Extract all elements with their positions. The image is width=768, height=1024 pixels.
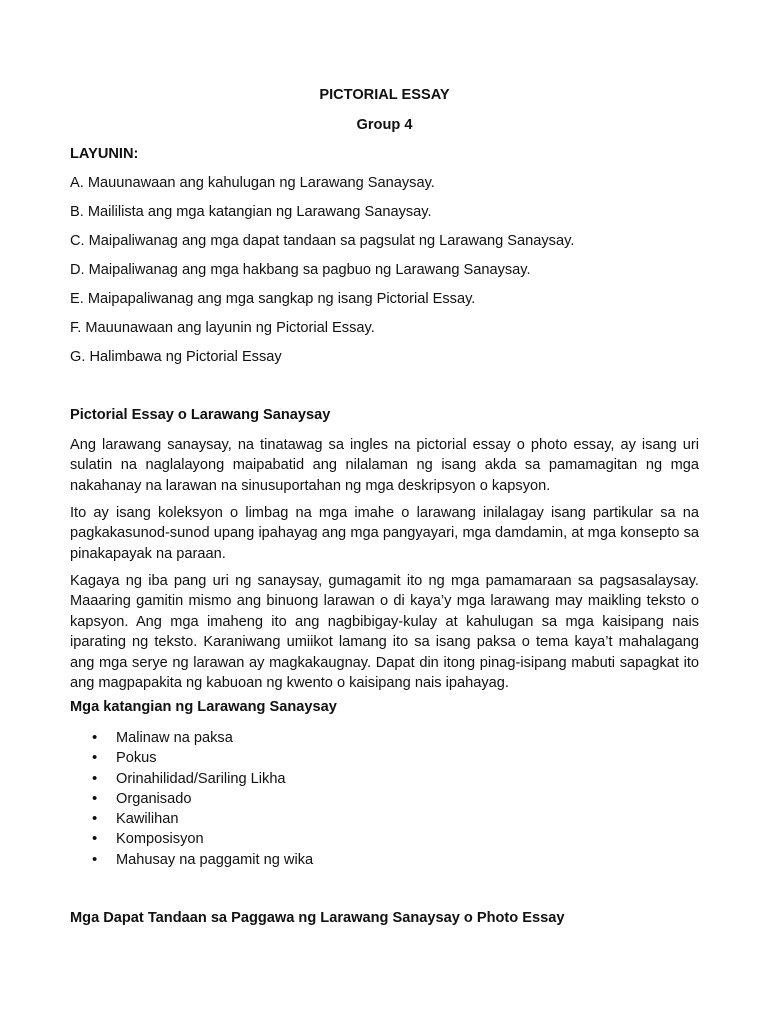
objective-item: B. Maililista ang mga katangian ng Larawang Sanaysay. [70, 204, 432, 220]
section-heading-photo-essay-tips: Mga Dapat Tandaan sa Paggawa ng Larawang Sanaysay o Photo Essay [70, 910, 565, 926]
objective-item: F. Mauunawaan ang layunin ng Pictorial Essay. [70, 320, 375, 336]
objectives-heading: LAYUNIN: [70, 146, 139, 162]
list-item: • Pokus [70, 749, 313, 769]
paragraph-collection: Ito ay isang koleksyon o limbag na mga imahe o larawang inilalagay isang partikular sa na pagkakasunod-sunod upang ipahayag ang mga pangyayari, mga damdamin, at mga konsepto sa pinakapayak na paraan. [70, 505, 699, 562]
list-item: • Kawilihan [70, 810, 313, 830]
objective-item: G. Halimbawa ng Pictorial Essay [70, 349, 282, 365]
characteristics-list [70, 729, 313, 871]
list-item: • Mahusay na paggamit ng wika [70, 851, 313, 871]
objective-item: E. Maipapaliwanag ang mga sangkap ng isang Pictorial Essay. [70, 291, 476, 307]
paragraph-narration: Kagaya ng iba pang uri ng sanaysay, gumagamit ito ng mga pamamaraan sa pagsasalaysay. Maaaring gamitin mismo ang binuong larawan o di kaya’y mga larawang may maikling teksto o kapsyon. Ang mga imaheng ito ang nagbibigay-kulay at kahulugan sa mga kaisipang nais iparating ng teksto. Karaniwang umiikot lamang ito sa isang paksa o tema kaya’t mahalagang ang mga serye ng larawan ay magkakaugnay. Dapat din itong pinag-isipang mabuti sapagkat ito ang magpapakita ng kabuoan ng kwento o kaisipang nais ipahayag. [70, 573, 699, 692]
list-item: • Organisado [70, 790, 313, 810]
group-label: Group 4 [356, 117, 413, 133]
section-heading-characteristics: Mga katangian ng Larawang Sanaysay [70, 699, 337, 715]
objective-item: A. Mauunawaan ang kahulugan ng Larawang Sanaysay. [70, 175, 435, 191]
objective-item: C. Maipaliwanag ang mga dapat tandaan sa pagsulat ng Larawang Sanaysay. [70, 233, 575, 249]
section-heading-pictorial-essay: Pictorial Essay o Larawang Sanaysay [70, 407, 331, 423]
document-title: PICTORIAL ESSAY [319, 87, 450, 103]
paragraph-definition: Ang larawang sanaysay, na tinatawag sa ingles na pictorial essay o photo essay, ay isang uri sulatin na naglalayong maipabatid ang nilalaman ng isang akda sa pamamagitan ng mga nakahanay na larawan na sinusuportahan ng mga deskripsyon o kapsyon. [70, 437, 699, 494]
list-item: • Malinaw na paksa [70, 729, 313, 749]
list-item: • Komposisyon [70, 830, 313, 850]
objective-item: D. Maipaliwanag ang mga hakbang sa pagbuo ng Larawang Sanaysay. [70, 262, 531, 278]
list-item: • Orinahilidad/Sariling Likha [70, 770, 313, 790]
